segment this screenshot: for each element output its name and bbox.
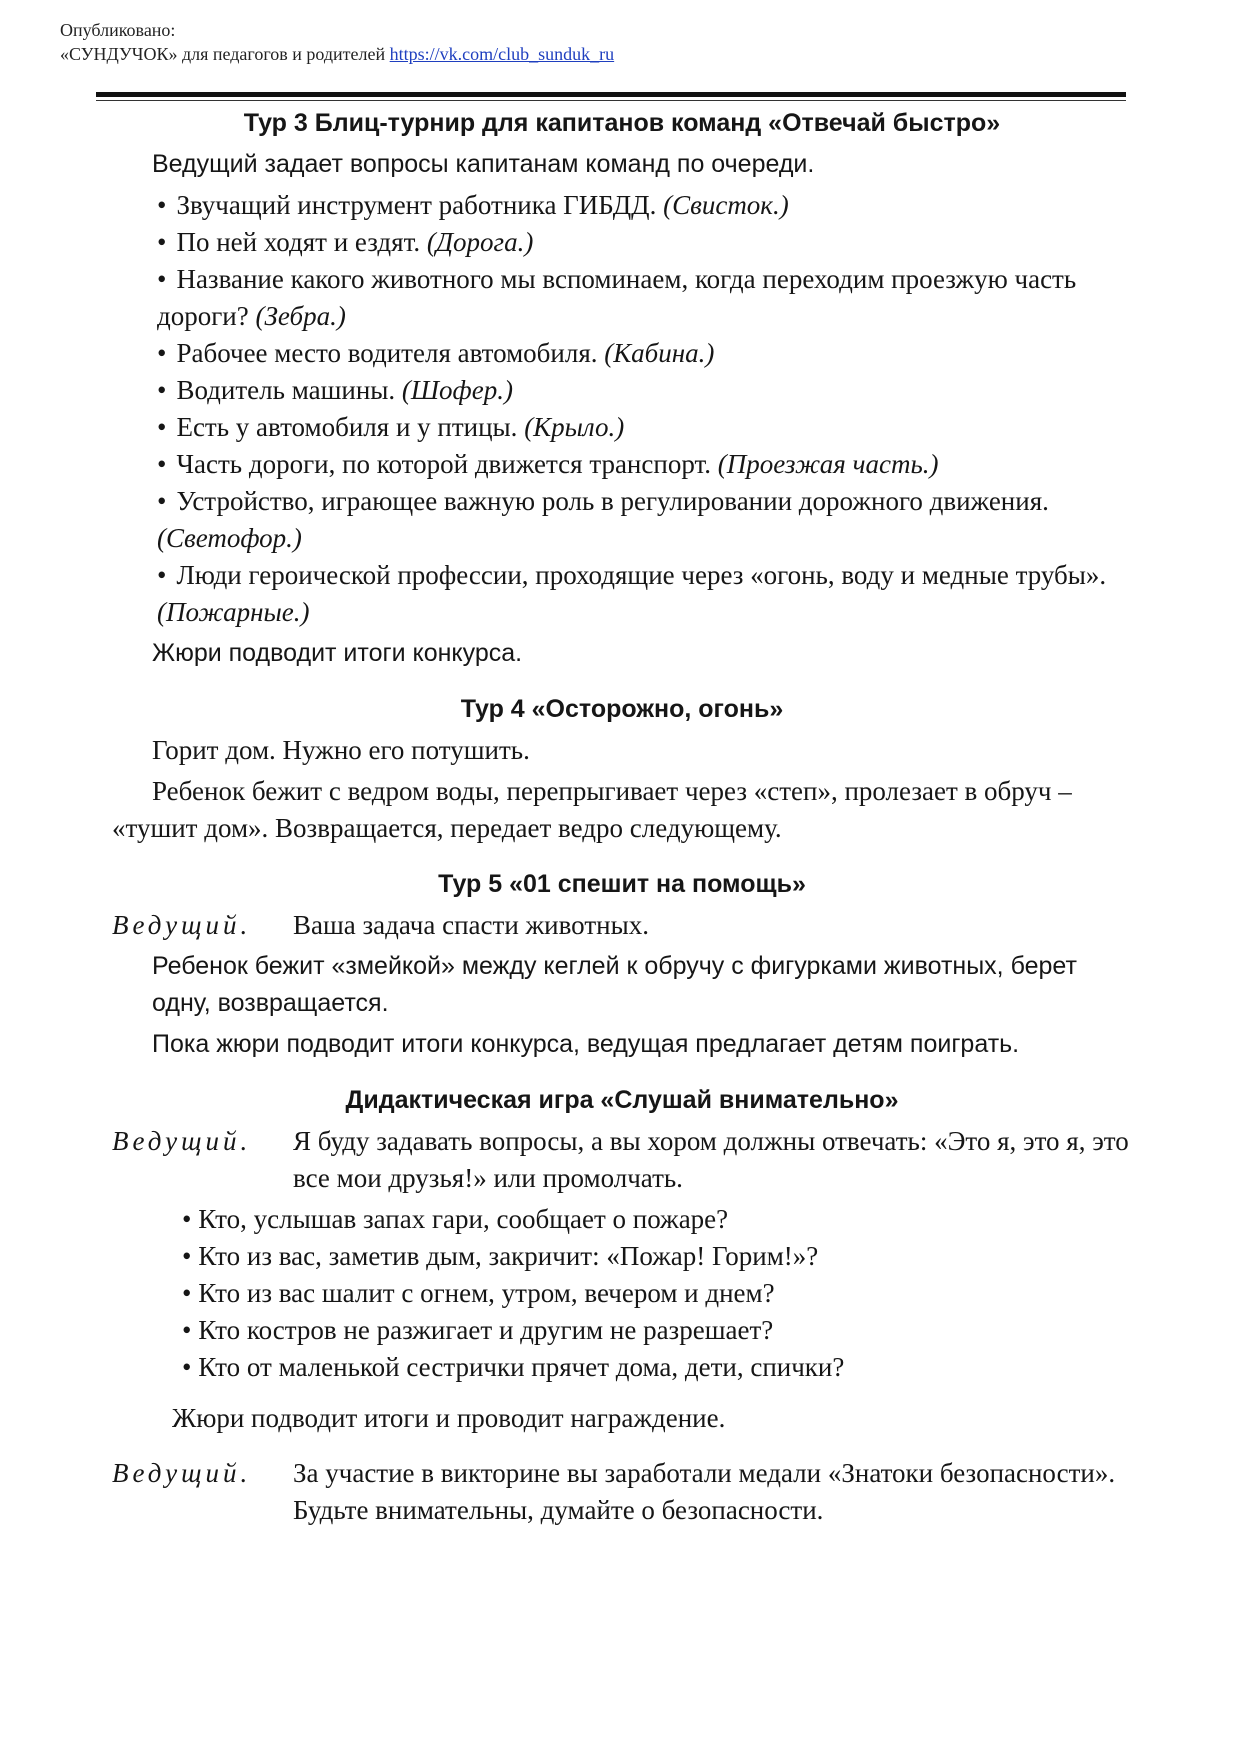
question-text: Водитель машины. (176, 375, 396, 405)
speaker-label: Ведущий. (112, 1126, 252, 1156)
list-item (182, 1275, 1132, 1312)
source-name: «СУНДУЧОК» для педагогов и родителей (60, 44, 386, 64)
list-item (112, 446, 1132, 483)
final-speaker-line (112, 1455, 1132, 1529)
speaker-text: За участие в викторине вы заработали медали «Знатоки безопасности». Будьте внимательны, думайте о безопасности. (293, 1458, 1116, 1525)
bullet-icon: • (157, 227, 167, 257)
question-text: Рабочее место водителя автомобиля. (176, 338, 598, 368)
speaker-label: Ведущий. (112, 1458, 252, 1488)
answer-text: (Дорога.) (426, 227, 534, 257)
list-item (112, 372, 1132, 409)
tour5-paragraph-2: Пока жюри подводит итоги конкурса, ведущая предлагает детям поиграть. (152, 1030, 1020, 1058)
question-text: Кто из вас, заметив дым, закричит: «Пожар! Горим!»? (198, 1241, 819, 1271)
answer-text: (Свисток.) (663, 190, 789, 220)
tour5-heading: Тур 5 «01 спешит на помощь» (438, 870, 806, 898)
list-item (112, 187, 1132, 224)
question-text: Люди героической профессии, проходящие через «огонь, воду и медные трубы». (176, 560, 1107, 590)
bullet-icon: • (182, 1204, 192, 1234)
question-text: Кто костров не разжигает и другим не разрешает? (198, 1315, 774, 1345)
answer-text: (Крыло.) (524, 412, 625, 442)
list-item (182, 1201, 1132, 1238)
answer-text: (Светофор.) (157, 523, 302, 553)
answer-text: (Зебра.) (255, 301, 346, 331)
tour3-heading: Тур 3 Блиц-турнир для капитанов команд «Отвечай быстро» (243, 109, 1001, 137)
list-item (112, 224, 1132, 261)
bullet-icon: • (157, 375, 167, 405)
answer-text: (Пожарные.) (157, 597, 310, 627)
source-line (60, 42, 614, 66)
bullet-icon: • (182, 1315, 192, 1345)
game-summary: Жюри подводит итоги и проводит награждение. (172, 1403, 726, 1433)
game-speaker-line (112, 1123, 1132, 1197)
bullet-icon: • (157, 486, 167, 516)
bullet-icon: • (157, 449, 167, 479)
question-text: Кто из вас шалит с огнем, утром, вечером и днем? (198, 1278, 775, 1308)
list-item (112, 483, 1132, 557)
list-item (112, 261, 1132, 335)
question-text: Звучащий инструмент работника ГИБДД. (176, 190, 657, 220)
question-text: Есть у автомобиля и у птицы. (176, 412, 518, 442)
bullet-icon: • (182, 1352, 192, 1382)
published-label: Опубликовано: (60, 20, 176, 40)
list-item (112, 557, 1132, 631)
tour3-summary: Жюри подводит итоги конкурса. (152, 639, 523, 667)
question-text: Устройство, играющее важную роль в регулировании дорожного движения. (176, 486, 1049, 516)
answer-text: (Проезжая часть.) (717, 449, 939, 479)
bullet-icon: • (157, 560, 167, 590)
game-heading: Дидактическая игра «Слушай внимательно» (345, 1086, 899, 1114)
list-item (182, 1238, 1132, 1275)
speaker-label: Ведущий. (112, 910, 252, 940)
list-item (182, 1312, 1132, 1349)
tour5-speaker-line (112, 907, 1132, 944)
list-item (112, 409, 1132, 446)
question-text: Кто, услышав запах гари, сообщает о пожаре? (198, 1204, 729, 1234)
list-item (182, 1349, 1132, 1386)
publication-header (60, 18, 614, 66)
tour4-paragraph-2: Ребенок бежит с ведром воды, перепрыгивает через «степ», пролезает в обруч – «тушит дом». Возвращается, передает ведро следующему. (112, 776, 1072, 843)
answer-text: (Шофер.) (401, 375, 513, 405)
game-question-list (112, 1201, 1132, 1386)
bullet-icon: • (157, 338, 167, 368)
bullet-icon: • (182, 1241, 192, 1271)
list-item (112, 335, 1132, 372)
bullet-icon: • (157, 412, 167, 442)
question-text: По ней ходят и ездят. (176, 227, 421, 257)
bullet-icon: • (157, 264, 167, 294)
bullet-icon: • (157, 190, 167, 220)
source-link[interactable]: https://vk.com/club_sunduk_ru (389, 44, 615, 64)
question-text: Кто от маленькой сестрички прячет дома, дети, спички? (198, 1352, 845, 1382)
answer-text: (Кабина.) (604, 338, 715, 368)
question-text: Название какого животного мы вспоминаем, когда переходим проезжую часть дороги? (157, 264, 1077, 331)
question-text: Часть дороги, по которой движется транспорт. (176, 449, 711, 479)
speaker-text: Я буду задавать вопросы, а вы хором должны отвечать: «Это я, это я, это все мои друзья!» или промолчать. (293, 1126, 1129, 1193)
bullet-icon: • (182, 1278, 192, 1308)
tour5-paragraph-1: Ребенок бежит «змейкой» между кеглей к обручу с фигурками животных, берет одну, возвращается. (152, 952, 1077, 1017)
tour4-heading: Тур 4 «Осторожно, огонь» (460, 695, 784, 723)
document-body (112, 100, 1132, 1533)
tour3-question-list (112, 187, 1132, 631)
tour4-paragraph-1: Горит дом. Нужно его потушить. (152, 735, 530, 765)
speaker-text: Ваша задача спасти животных. (293, 910, 649, 940)
header-divider-thick (96, 92, 1126, 97)
tour3-intro: Ведущий задает вопросы капитанам команд по очереди. (152, 150, 815, 178)
